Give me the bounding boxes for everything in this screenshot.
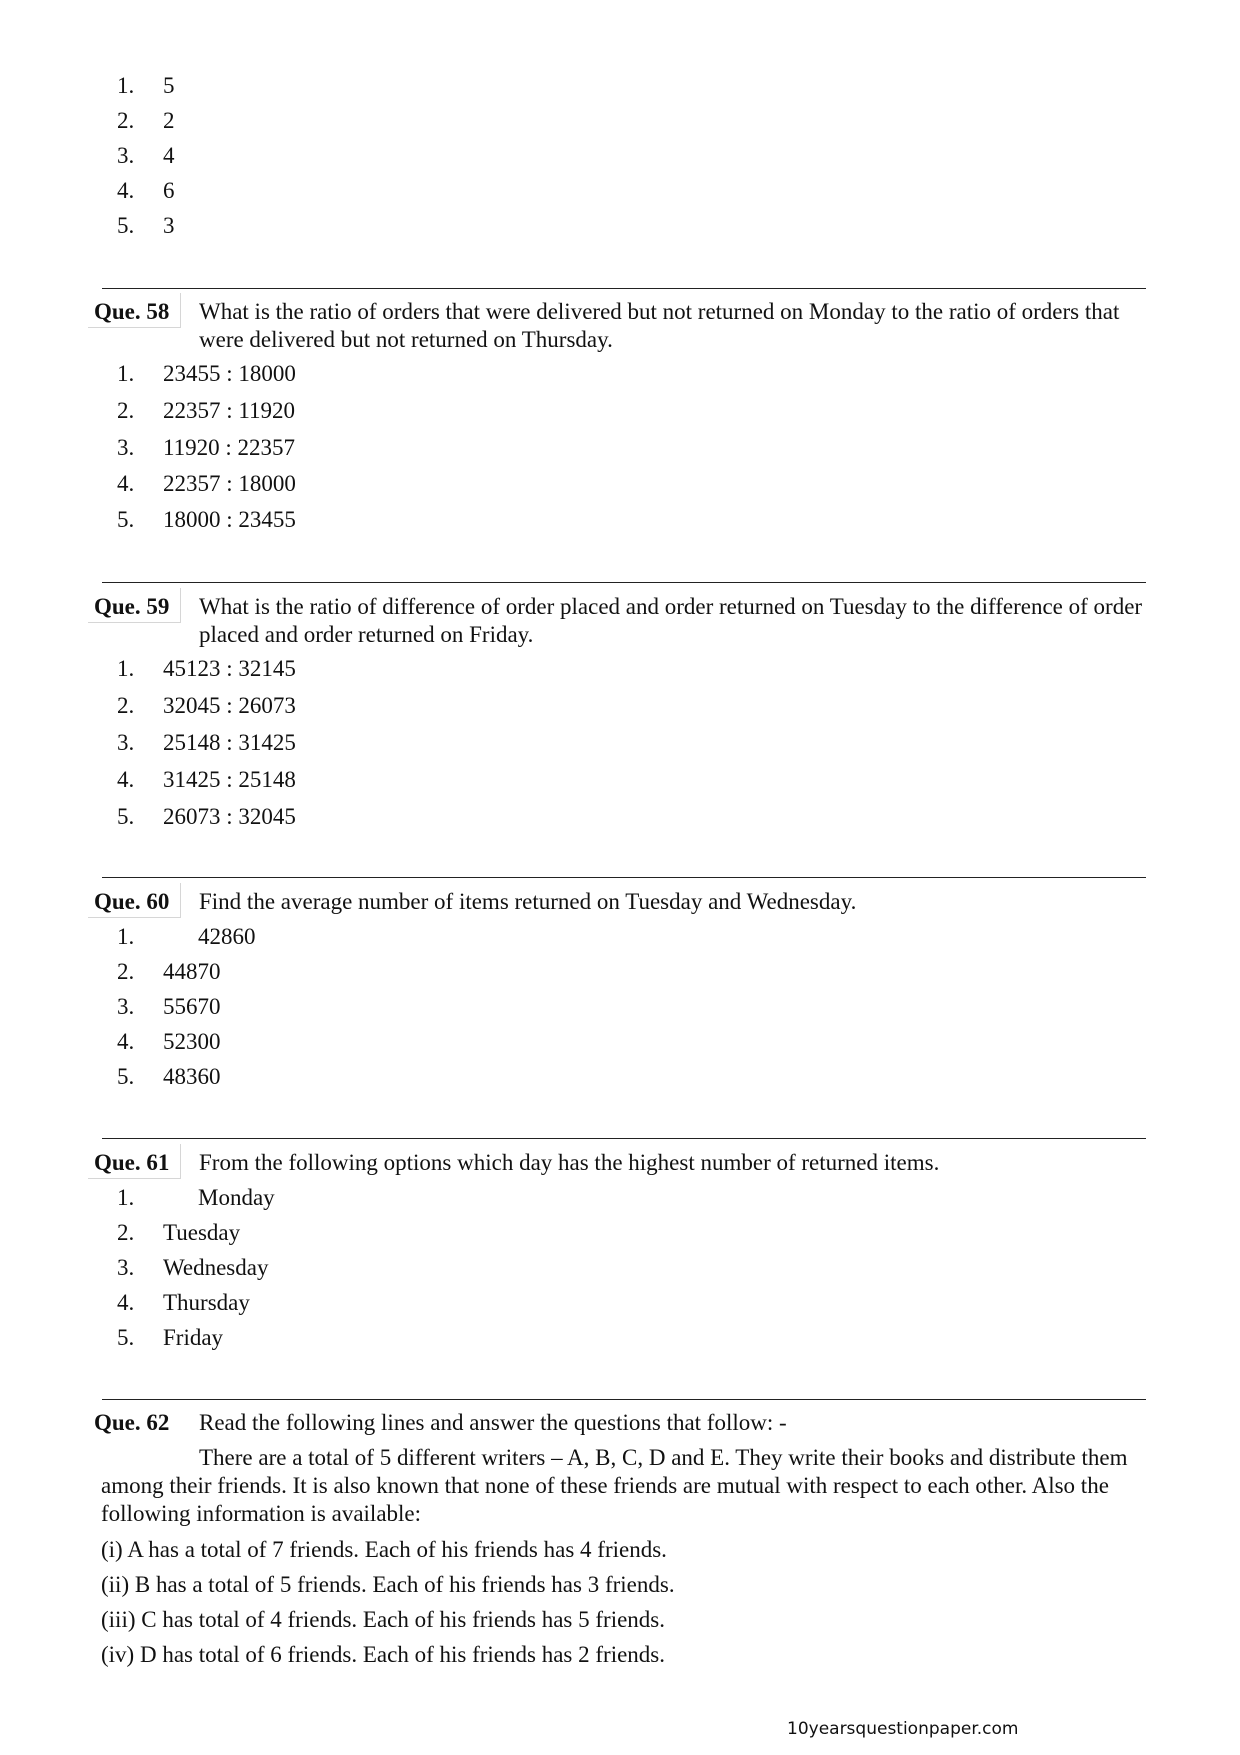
condition-item: (iv) D has total of 6 friends. Each of his friends has 2 friends. (101, 1642, 665, 1667)
condition-item: (iii) C has total of 4 friends. Each of his friends has 5 friends. (101, 1607, 666, 1632)
question-text: Find the average number of items returned on Tuesday and Wednesday. (199, 889, 857, 914)
divider (102, 877, 1146, 878)
divider (102, 582, 1146, 583)
question-number: Que. 60 (94, 889, 170, 914)
exam-page: 1. 5 2. 2 3. 4 4. 6 5. 3 Que. 58 What is the ratio of orders that were delivered but not returned on Monday to the ratio of orders that were delivered but not returned on Thursday. 1. 23455 : 18000 2. 22357 : 11920 3. 11920 : 22357 4. 22357 : 18000 5. 18000 : 23455 Que. 59 What is the ratio of difference of order placed and order returned on Tuesday to the difference of order placed and order returned on Friday. 1. 45123 : 32145 2. 32045 : 26073 3. 25148 : 31425 4. 31425 : 25148 5. 26073 : 32045 Que. 60 Find the average number of items returned on Tuesday and Wednesday. 1. 42860 2. 44870 3. 55670 4. 52300 5. 48360 Que. 61 From the following options which day has the highest number of returned items. 1. Monday 2. Tuesday 3. Wednesday 4. Thursday 5. Friday Que. 62 Read the following lines and answer the questions that follow: - There are a total of 5 different writers – A, B, C, D and E. They write their books and distribute them among their friends. It is also known that none of these friends are mutual with respect to each other. Also the following information is available: (i) A has a total of 7 friends. Each of his friends has 4 friends. (ii) B has a total of 5 friends. Each of his friends has 3 friends. (iii) C has total of 4 friends. Each of his friends has 5 friends. (iv) D has total of 6 friends. Each of his friends has 2 friends. 10yearsquestionpaper.com (0, 0, 1240, 1755)
question-paragraph: There are a total of 5 different writers – A, B, C, D and E. They write their books and distribute them among their friends. It is also known that none of these friends are mutual with respect to each other. Also the following information is available: (101, 1445, 1128, 1526)
question-number: Que. 62 (94, 1410, 170, 1435)
question-number: Que. 58 (94, 299, 170, 324)
divider (102, 1399, 1146, 1400)
divider (102, 288, 1146, 289)
condition-item: (ii) B has a total of 5 friends. Each of his friends has 3 friends. (101, 1572, 675, 1597)
question-text: What is the ratio of difference of order placed and order returned on Tuesday to the difference of order placed and order returned on Friday. (199, 594, 1143, 647)
question-number: Que. 61 (94, 1150, 170, 1175)
question-number: Que. 59 (94, 594, 170, 619)
condition-item: (i) A has a total of 7 friends. Each of his friends has 4 friends. (101, 1537, 667, 1562)
question-text: What is the ratio of orders that were delivered but not returned on Monday to the ratio of orders that were delivered but not returned on Thursday. (199, 299, 1120, 352)
question-text: From the following options which day has the highest number of returned items. (199, 1150, 940, 1175)
question-text: Read the following lines and answer the questions that follow: - (199, 1410, 787, 1435)
divider (102, 1138, 1146, 1139)
footer-watermark: 10yearsquestionpaper.com (787, 1719, 1019, 1739)
